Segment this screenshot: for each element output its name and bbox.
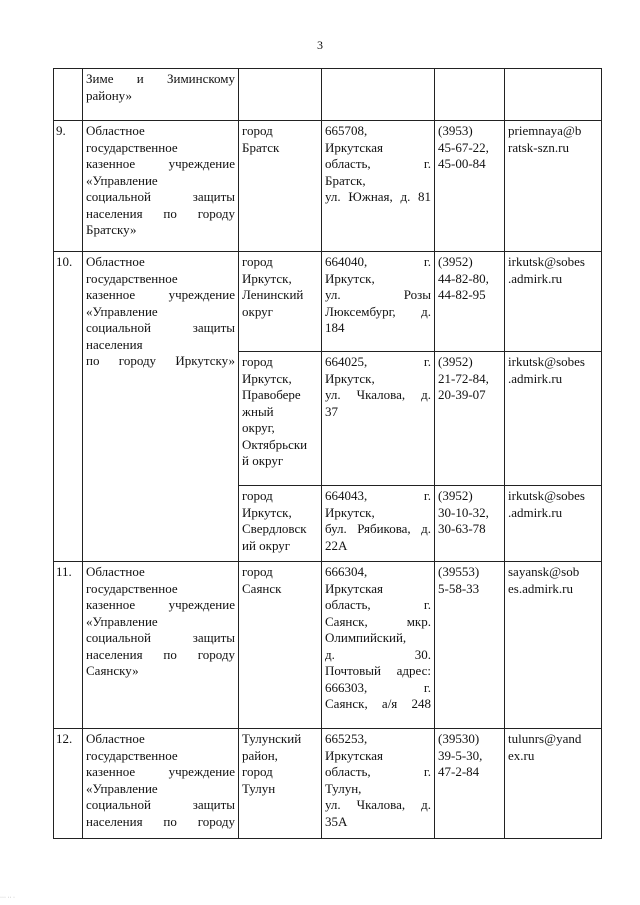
address bbox=[322, 121, 435, 252]
organization-name bbox=[83, 562, 239, 729]
address-line: Почтовый адрес: bbox=[325, 663, 431, 678]
phone-numbers-line: (39553) bbox=[438, 564, 480, 579]
email-address-line: ratsk-szn.ru bbox=[508, 139, 570, 155]
email-address bbox=[505, 69, 602, 121]
address-line: 664040, г. bbox=[325, 254, 431, 269]
address-line: ул. Чкалова, д. bbox=[325, 797, 431, 812]
phone-numbers-line: (3953) bbox=[438, 123, 473, 138]
table-row bbox=[54, 121, 602, 252]
address-line: Люксембург, д. bbox=[325, 303, 431, 319]
phone-numbers-line: 44-82-95 bbox=[438, 287, 486, 302]
address-line: Иркутская bbox=[325, 747, 383, 763]
organization-name-line: «Управление bbox=[86, 172, 158, 188]
email-address-line: .admirk.ru bbox=[508, 370, 563, 386]
table-row bbox=[54, 252, 602, 352]
email-address bbox=[505, 352, 602, 486]
service-area bbox=[239, 121, 322, 252]
service-area-line: й округ bbox=[242, 453, 284, 468]
service-area-line: округ bbox=[242, 303, 273, 319]
service-area bbox=[239, 562, 322, 729]
organization-name-line: Областное bbox=[86, 731, 145, 746]
organization-name-line: социальной защиты bbox=[86, 189, 235, 204]
email-address bbox=[505, 562, 602, 729]
service-area bbox=[239, 486, 322, 562]
email-address bbox=[505, 486, 602, 562]
organization-name-line: казенное учреждение bbox=[86, 156, 235, 171]
email-address-line: irkutsk@sobes bbox=[508, 354, 585, 369]
email-address-line: tulunrs@yand bbox=[508, 731, 582, 746]
phone-numbers bbox=[435, 729, 505, 839]
organization-name bbox=[83, 121, 239, 252]
phone-numbers-line: (3952) bbox=[438, 254, 473, 269]
service-area-line: город bbox=[242, 488, 273, 503]
email-address-line: sayansk@sob bbox=[508, 564, 580, 579]
email-address-line: ex.ru bbox=[508, 747, 535, 763]
phone-numbers-line: (39530) bbox=[438, 731, 480, 746]
phone-numbers-line: 39-5-30, bbox=[438, 747, 483, 763]
phone-numbers bbox=[435, 486, 505, 562]
phone-numbers-line: 45-67-22, bbox=[438, 139, 489, 155]
organization-name bbox=[83, 729, 239, 839]
address-line: ул. Чкалова, д. bbox=[325, 387, 431, 402]
organization-name-line: государственное bbox=[86, 139, 178, 155]
row-number: 9. bbox=[54, 121, 83, 252]
address-line: Олимпийский, bbox=[325, 630, 407, 645]
phone-numbers-line: 45-00-84 bbox=[438, 156, 486, 171]
organization-name bbox=[83, 69, 239, 121]
email-address-line: irkutsk@sobes bbox=[508, 254, 585, 269]
phone-numbers bbox=[435, 252, 505, 352]
address-line: область, г. bbox=[325, 764, 431, 779]
phone-numbers-line: 20-39-07 bbox=[438, 387, 486, 402]
organization-name-line: социальной защиты bbox=[86, 630, 235, 645]
address-line: бул. Рябикова, д. bbox=[325, 521, 431, 536]
address-line: 666303, г. bbox=[325, 679, 431, 695]
scan-mark: ··· ·· · bbox=[0, 895, 15, 901]
organization-name-line: Областное bbox=[86, 564, 145, 579]
service-area-line: город bbox=[242, 764, 273, 779]
phone-numbers bbox=[435, 121, 505, 252]
phone-numbers-line: 44-82-80, bbox=[438, 270, 489, 286]
service-area-line: жный bbox=[242, 403, 274, 419]
service-area-line: Свердловск bbox=[242, 521, 307, 536]
service-area-line: город bbox=[242, 354, 273, 369]
address-line: область, г. bbox=[325, 597, 431, 612]
organization-name-line: населения по городу bbox=[86, 813, 235, 829]
phone-numbers-line: (3952) bbox=[438, 488, 473, 503]
address-line: ул. Розы bbox=[325, 287, 431, 302]
service-area-line: Ленинский bbox=[242, 287, 304, 302]
address bbox=[322, 69, 435, 121]
address bbox=[322, 729, 435, 839]
organization-name-line: Зиме и Зиминскому bbox=[86, 71, 235, 86]
address-line: Саянск, мкр. bbox=[325, 613, 431, 629]
table-row bbox=[54, 69, 602, 121]
service-area-line: ий округ bbox=[242, 537, 291, 553]
organization-name-line: населения bbox=[86, 336, 143, 352]
address-line: ул. Южная, д. 81 bbox=[325, 189, 431, 204]
service-area bbox=[239, 352, 322, 486]
organization-name-line: государственное bbox=[86, 270, 178, 286]
email-address bbox=[505, 252, 602, 352]
email-address-line: priemnaya@b bbox=[508, 123, 582, 138]
organization-name bbox=[83, 252, 239, 562]
service-area-line: Саянск bbox=[242, 580, 282, 596]
address-line: 22А bbox=[325, 537, 348, 553]
address-line: 664043, г. bbox=[325, 488, 431, 503]
service-area-line: город bbox=[242, 123, 273, 138]
organization-name-line: Областное bbox=[86, 254, 145, 269]
organization-name-line: казенное учреждение bbox=[86, 597, 235, 612]
row-number: 11. bbox=[54, 562, 83, 729]
address-line: 666304, bbox=[325, 564, 368, 579]
organization-name-line: Саянску» bbox=[86, 663, 139, 678]
email-address-line: .admirk.ru bbox=[508, 504, 563, 520]
address-line: 35А bbox=[325, 813, 348, 829]
phone-numbers-line: 30-63-78 bbox=[438, 521, 486, 536]
phone-numbers-line: 5-58-33 bbox=[438, 580, 480, 596]
phone-numbers-line: 21-72-84, bbox=[438, 370, 489, 386]
table-row bbox=[54, 562, 602, 729]
offices-table bbox=[53, 68, 602, 839]
email-address bbox=[505, 729, 602, 839]
service-area-line: Иркутск, bbox=[242, 504, 292, 520]
service-area bbox=[239, 252, 322, 352]
service-area-line: Иркутск, bbox=[242, 270, 292, 286]
organization-name-line: «Управление bbox=[86, 303, 158, 319]
service-area-line: округ, bbox=[242, 420, 275, 435]
service-area-line: Тулунский bbox=[242, 731, 302, 746]
service-area bbox=[239, 69, 322, 121]
organization-name-line: Областное bbox=[86, 123, 145, 138]
phone-numbers-line: 30-10-32, bbox=[438, 504, 489, 520]
organization-name-line: району» bbox=[86, 87, 133, 103]
address-line: Иркутск, bbox=[325, 270, 375, 286]
organization-name-line: государственное bbox=[86, 580, 178, 596]
phone-numbers bbox=[435, 562, 505, 729]
address-line: 37 bbox=[325, 403, 338, 419]
address-line: 664025, г. bbox=[325, 354, 431, 369]
organization-name-line: социальной защиты bbox=[86, 320, 235, 335]
service-area-line: город bbox=[242, 254, 273, 269]
service-area-line: город bbox=[242, 564, 273, 579]
address-line: 665253, bbox=[325, 731, 368, 746]
phone-numbers-line: 47-2-84 bbox=[438, 764, 480, 779]
email-address-line: irkutsk@sobes bbox=[508, 488, 585, 503]
row-number: 10. bbox=[54, 252, 83, 562]
phone-numbers-line: (3952) bbox=[438, 354, 473, 369]
organization-name-line: Братску» bbox=[86, 222, 137, 237]
phone-numbers bbox=[435, 352, 505, 486]
address-line: д. 30. bbox=[325, 646, 431, 662]
page-number: 3 bbox=[317, 38, 323, 52]
address-line: Иркутская bbox=[325, 580, 383, 596]
service-area-line: Правобере bbox=[242, 387, 301, 402]
address bbox=[322, 486, 435, 562]
address-line: Иркутск, bbox=[325, 370, 375, 386]
address-line: 184 bbox=[325, 320, 345, 335]
address-line: 665708, bbox=[325, 123, 368, 138]
email-address bbox=[505, 121, 602, 252]
service-area-line: Иркутск, bbox=[242, 370, 292, 386]
organization-name-line: населения по городу bbox=[86, 205, 235, 221]
service-area-line: Тулун bbox=[242, 780, 276, 796]
organization-name-line: по городу Иркутску» bbox=[86, 353, 235, 368]
address-line: Иркутская bbox=[325, 139, 383, 155]
service-area-line: район, bbox=[242, 747, 278, 763]
service-area-line: Октябрьски bbox=[242, 436, 308, 452]
organization-name-line: «Управление bbox=[86, 780, 158, 796]
table-row bbox=[54, 729, 602, 839]
address-line: область, г. bbox=[325, 156, 431, 171]
address-line: Братск, bbox=[325, 172, 366, 188]
organization-name-line: «Управление bbox=[86, 613, 158, 629]
address bbox=[322, 352, 435, 486]
service-area bbox=[239, 729, 322, 839]
organization-name-line: казенное учреждение bbox=[86, 287, 235, 302]
address-line: Тулун, bbox=[325, 780, 362, 796]
address bbox=[322, 562, 435, 729]
address bbox=[322, 252, 435, 352]
email-address-line: es.admirk.ru bbox=[508, 580, 573, 596]
email-address-line: .admirk.ru bbox=[508, 270, 563, 286]
organization-name-line: социальной защиты bbox=[86, 797, 235, 812]
row-number bbox=[54, 69, 83, 121]
phone-numbers bbox=[435, 69, 505, 121]
row-number: 12. bbox=[54, 729, 83, 839]
address-line: Иркутск, bbox=[325, 504, 375, 520]
service-area-line: Братск bbox=[242, 139, 280, 155]
organization-name-line: населения по городу bbox=[86, 646, 235, 662]
address-line: Саянск, а/я 248 bbox=[325, 696, 431, 711]
organization-name-line: казенное учреждение bbox=[86, 764, 235, 779]
organization-name-line: государственное bbox=[86, 747, 178, 763]
